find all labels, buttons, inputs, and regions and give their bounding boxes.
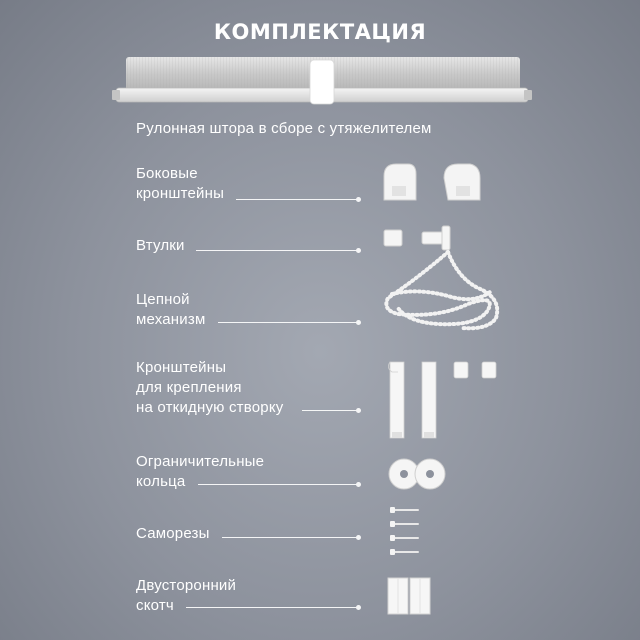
leader-line — [196, 250, 358, 251]
item-line: Втулки — [136, 237, 185, 254]
item-rings-label — [136, 452, 264, 492]
item-tilt-brackets-label — [136, 358, 283, 418]
item-line: кольца — [136, 473, 186, 490]
screws-image — [388, 502, 428, 560]
item-screws-label — [136, 524, 210, 544]
item-chain-label — [136, 290, 205, 330]
leader-line — [222, 537, 358, 538]
leader-line — [218, 322, 358, 323]
item-tape-label — [136, 576, 236, 616]
item-line: для крепления — [136, 379, 242, 396]
limiting-rings-image — [384, 456, 454, 492]
item-line: на откидную створку — [136, 399, 284, 416]
item-side-brackets-label — [136, 164, 224, 204]
item-line: Саморезы — [136, 525, 210, 542]
side-brackets-image — [378, 160, 488, 204]
leader-line — [302, 410, 358, 411]
roller-blind-image — [112, 54, 532, 110]
item-line: Цепной — [136, 291, 190, 308]
item-line: Двусторонний — [136, 577, 237, 594]
item-line: механизм — [136, 311, 206, 328]
item-line: Ограничительные — [136, 453, 265, 470]
tape-image — [386, 576, 436, 616]
tilt-brackets-image — [384, 358, 504, 444]
page-title: КОМПЛЕКТАЦИЯ — [213, 20, 427, 44]
item-bushings-label — [136, 236, 185, 256]
roller-caption: Рулонная штора в сборе с утяжелителем — [136, 120, 432, 137]
item-line: скотч — [136, 597, 174, 614]
leader-line — [236, 199, 358, 200]
item-line: Боковые — [136, 165, 198, 182]
item-line: Кронштейны — [136, 359, 227, 376]
leader-line — [186, 607, 358, 608]
leader-line — [198, 484, 358, 485]
chain-image — [378, 248, 508, 332]
item-line: кронштейны — [136, 185, 225, 202]
